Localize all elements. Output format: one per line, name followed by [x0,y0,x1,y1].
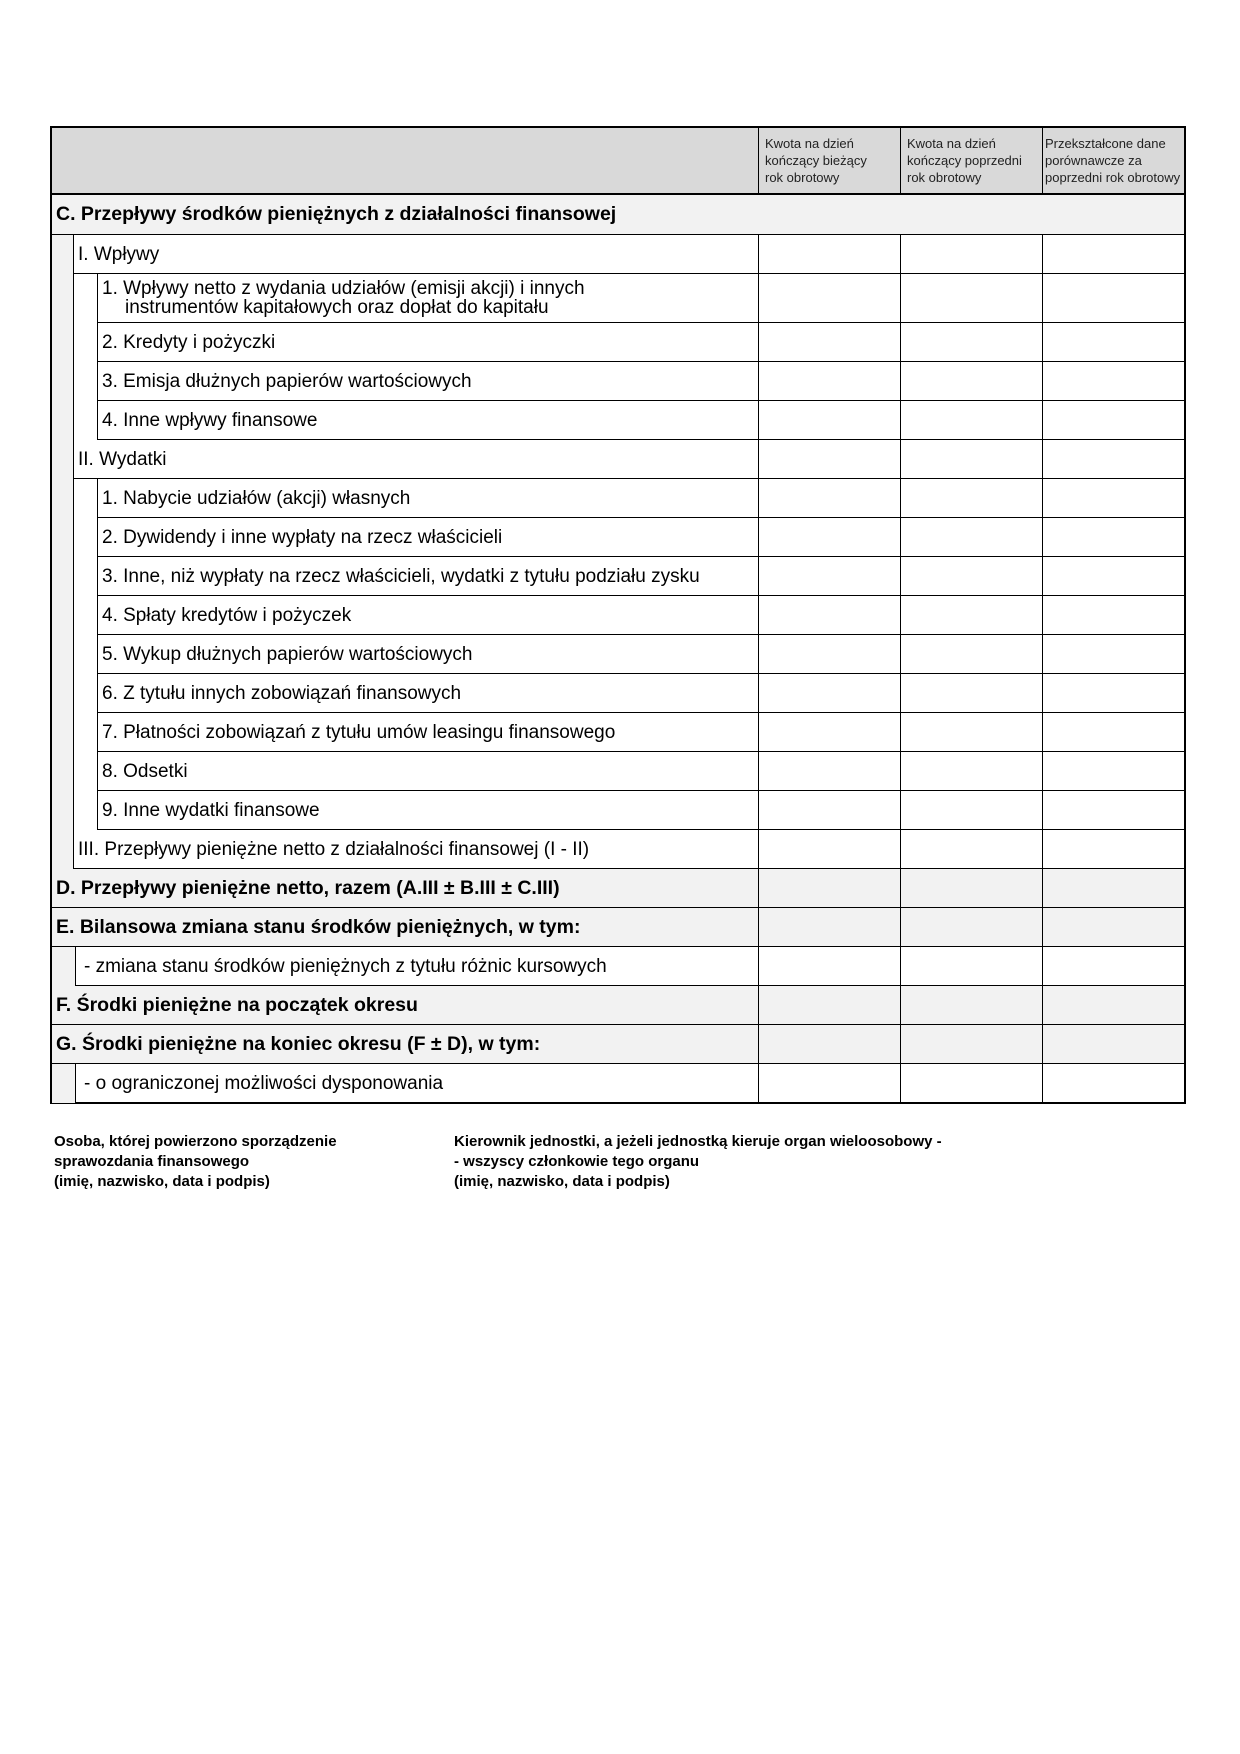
value-cell[interactable] [1042,596,1184,634]
value-cell[interactable] [900,440,1042,478]
value-cell[interactable] [1042,401,1184,439]
table-row: 3. Emisja dłużnych papierów wartościowych [52,362,1184,401]
value-cell[interactable] [900,830,1042,868]
value-cell[interactable] [1042,557,1184,595]
value-cell[interactable] [900,401,1042,439]
value-cell[interactable] [758,1064,900,1102]
value-cell[interactable] [900,674,1042,712]
table-row: 1. Wpływy netto z wydania udziałów (emisji akcji) i innych instrumentów kapitałowych oraz dopłat do kapitału [52,274,1184,323]
table-row: 9. Inne wydatki finansowe [52,791,1184,830]
table-row: - o ograniczonej możliwości dysponowania [52,1064,1184,1102]
value-cell[interactable] [1042,830,1184,868]
value-cell[interactable] [1042,791,1184,829]
value-cell[interactable] [900,791,1042,829]
value-cell[interactable] [900,596,1042,634]
value-cell[interactable] [900,713,1042,751]
value-cell[interactable] [758,713,900,751]
value-cell[interactable] [1042,752,1184,790]
value-cell[interactable] [900,479,1042,517]
value-cell[interactable] [900,557,1042,595]
value-cell[interactable] [758,635,900,673]
table-row: 1. Nabycie udziałów (akcji) własnych [52,479,1184,518]
value-cell[interactable] [900,1064,1042,1102]
header-label-cell [52,128,758,193]
value-cell[interactable] [1042,713,1184,751]
value-cell[interactable] [1042,908,1184,946]
value-cell[interactable] [1042,1025,1184,1063]
row-section-g: G. Środki pieniężne na koniec okresu (F ± D), w tym: [52,1025,1184,1064]
value-cell[interactable] [758,947,900,985]
value-cell[interactable] [758,440,900,478]
table-row: 4. Inne wpływy finansowe [52,401,1184,440]
value-cell[interactable] [758,518,900,556]
value-cell[interactable] [758,323,900,361]
value-cell[interactable] [758,362,900,400]
value-cell[interactable] [900,986,1042,1024]
table-row: 8. Odsetki [52,752,1184,791]
value-cell[interactable] [1042,518,1184,556]
table-row: - zmiana stanu środków pieniężnych z tytułu różnic kursowych [52,947,1184,986]
row-section-c: C. Przepływy środków pieniężnych z działalności finansowej [52,195,1184,235]
table-row: III. Przepływy pieniężne netto z działalności finansowej (I - II) [52,830,1184,869]
value-cell[interactable] [900,635,1042,673]
table-header [52,128,1184,195]
value-cell[interactable] [1042,674,1184,712]
value-cell[interactable] [900,947,1042,985]
value-cell[interactable] [758,274,900,322]
value-cell[interactable] [1042,440,1184,478]
value-cell[interactable] [758,986,900,1024]
header-current-year: Kwota na dzień kończący bieżący rok obrotowy [758,128,900,193]
signature-preparer: Osoba, której powierzono sporządzenie sprawozdania finansowego (imię, nazwisko, data i podpis) [54,1133,337,1190]
value-cell[interactable] [900,908,1042,946]
value-cell[interactable] [1042,274,1184,322]
table-row: 6. Z tytułu innych zobowiązań finansowych [52,674,1184,713]
value-cell[interactable] [758,479,900,517]
value-cell[interactable] [900,235,1042,273]
value-cell[interactable] [1042,479,1184,517]
header-previous-year: Kwota na dzień kończący poprzedni rok obrotowy [900,128,1042,193]
row-section-e: E. Bilansowa zmiana stanu środków pieniężnych, w tym: [52,908,1184,947]
table-row: 4. Spłaty kredytów i pożyczek [52,596,1184,635]
row-section-f: F. Środki pieniężne na początek okresu [52,986,1184,1025]
header-restated-data: Przekształcone dane porównawcze za poprzedni rok obrotowy [1042,128,1184,193]
value-cell[interactable] [1042,869,1184,907]
value-cell[interactable] [758,401,900,439]
value-cell[interactable] [758,235,900,273]
value-cell[interactable] [758,791,900,829]
value-cell[interactable] [1042,947,1184,985]
table-row: 2. Dywidendy i inne wypłaty na rzecz właścicieli [52,518,1184,557]
value-cell[interactable] [1042,235,1184,273]
table-row: 5. Wykup dłużnych papierów wartościowych [52,635,1184,674]
value-cell[interactable] [758,752,900,790]
value-cell[interactable] [900,274,1042,322]
value-cell[interactable] [1042,986,1184,1024]
value-cell[interactable] [758,869,900,907]
value-cell[interactable] [900,752,1042,790]
value-cell[interactable] [1042,1064,1184,1102]
value-cell[interactable] [758,596,900,634]
table-row: 3. Inne, niż wypłaty na rzecz właścicieli, wydatki z tytułu podziału zysku [52,557,1184,596]
value-cell[interactable] [758,557,900,595]
value-cell[interactable] [758,1025,900,1063]
value-cell[interactable] [758,830,900,868]
cash-flow-table [50,126,1186,1104]
value-cell[interactable] [1042,635,1184,673]
table-row: II. Wydatki [52,440,1184,479]
row-section-d: D. Przepływy pieniężne netto, razem (A.III ± B.III ± C.III) [52,869,1184,908]
value-cell[interactable] [1042,323,1184,361]
value-cell[interactable] [900,362,1042,400]
table-row: 7. Płatności zobowiązań z tytułu umów leasingu finansowego [52,713,1184,752]
value-cell[interactable] [1042,362,1184,400]
value-cell[interactable] [758,674,900,712]
value-cell[interactable] [900,323,1042,361]
table-row: I. Wpływy [52,235,1184,274]
value-cell[interactable] [758,908,900,946]
value-cell[interactable] [900,869,1042,907]
table-row: 2. Kredyty i pożyczki [52,323,1184,362]
value-cell[interactable] [900,1025,1042,1063]
value-cell[interactable] [900,518,1042,556]
signature-management: Kierownik jednostki, a jeżeli jednostką kieruje organ wieloosobowy - - wszyscy członkowie tego organu (imię, nazwisko, data i podpis) [454,1133,942,1190]
